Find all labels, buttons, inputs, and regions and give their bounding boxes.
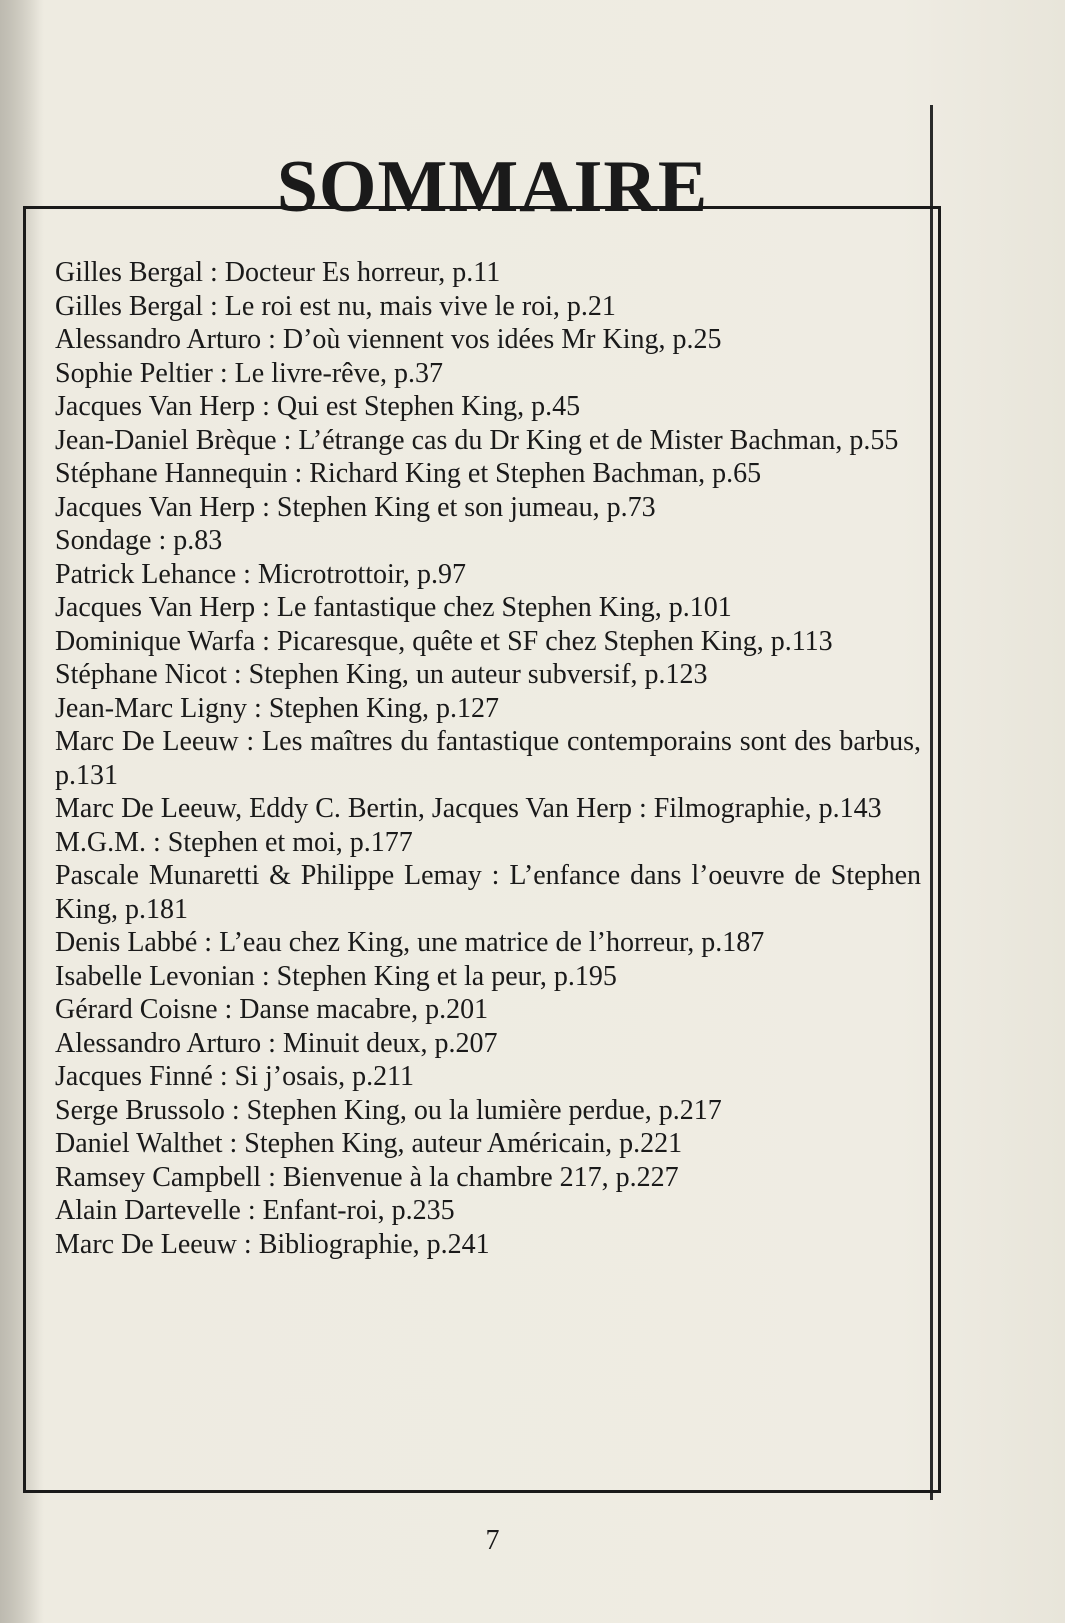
entry-author: Alessandro Arturo: [55, 324, 262, 355]
contents-entry: [55, 692, 921, 726]
entry-title: Richard King et Stephen Bachman, p.65: [309, 458, 762, 489]
entry-separator: :: [261, 1161, 283, 1193]
entry-title: Stephen King, auteur Américain, p.221: [244, 1128, 683, 1159]
contents-list: [55, 256, 921, 1261]
entry-separator: :: [146, 826, 168, 858]
contents-entry: [55, 725, 921, 792]
entry-author: Denis Labbé: [55, 927, 198, 958]
page-title: SOMMAIRE: [276, 145, 709, 228]
contents-entry: [55, 1027, 921, 1061]
entry-separator: :: [261, 1027, 283, 1059]
entry-author: Alain Dartevelle: [55, 1195, 241, 1226]
entry-title: L’enfance dans l’oeuvre de Stephen King, p.181: [55, 860, 922, 925]
entry-separator: :: [238, 726, 263, 757]
entry-separator: :: [222, 1128, 245, 1159]
contents-entry: [55, 256, 921, 290]
contents-entry: [55, 457, 921, 491]
contents-entry: [55, 859, 921, 926]
entry-author: Alessandro Arturo: [55, 1027, 262, 1059]
entry-separator: :: [631, 793, 654, 824]
entry-separator: :: [481, 860, 510, 891]
entry-separator: :: [254, 960, 277, 992]
entry-separator: :: [217, 994, 240, 1025]
entry-title: Filmographie, p.143: [653, 793, 882, 824]
entry-separator: :: [151, 525, 174, 556]
entry-author: Gilles Bergal: [55, 257, 204, 288]
contents-entry: [55, 323, 921, 357]
entry-author: Stéphane Nicot: [55, 659, 227, 690]
entry-separator: :: [276, 424, 299, 456]
entry-author: Jacques Van Herp: [55, 491, 256, 523]
entry-title: Docteur Es horreur, p.11: [224, 257, 501, 288]
entry-separator: :: [224, 1094, 247, 1126]
entry-title: Stephen King, ou la lumière perdue, p.217: [246, 1094, 722, 1126]
entry-title: Stephen King, un auteur subversif, p.123: [248, 659, 708, 690]
entry-title: Bienvenue à la chambre 217, p.227: [282, 1161, 679, 1193]
entry-title: Stephen King et la peur, p.195: [276, 960, 617, 992]
contents-entry: [55, 1194, 921, 1228]
entry-separator: :: [212, 1061, 235, 1092]
entry-title: Le fantastique chez Stephen King, p.101: [276, 592, 732, 623]
entry-title: L’eau chez King, une matrice de l’horreur, p.187: [219, 927, 765, 958]
entry-author: Sondage: [55, 525, 152, 556]
contents-entry: [55, 993, 921, 1027]
page-number: 7: [485, 1525, 500, 1556]
entry-title: Le roi est nu, mais vive le roi, p.21: [224, 290, 616, 322]
entry-author: Gilles Bergal: [55, 290, 204, 322]
contents-entry: [55, 491, 921, 525]
entry-author: Pascale Munaretti & Philippe Lemay: [55, 860, 482, 891]
entry-separator: :: [247, 692, 269, 724]
entry-separator: :: [203, 290, 225, 322]
entry-author: Jean-Daniel Brèque: [55, 424, 277, 456]
contents-entry: [55, 926, 921, 960]
entry-author: Jacques Finné: [55, 1061, 213, 1092]
contents-entry: [55, 591, 921, 625]
entry-author: Stéphane Hannequin: [55, 458, 288, 489]
entry-author: Marc De Leeuw: [55, 726, 239, 757]
contents-entry: [55, 1060, 921, 1094]
entry-title: Les maîtres du fantastique contemporains sont des barbus, p.131: [55, 726, 922, 791]
entry-separator: :: [261, 324, 283, 355]
entry-separator: :: [255, 625, 277, 657]
contents-entry: [55, 658, 921, 692]
entry-separator: :: [240, 1195, 263, 1226]
entry-title: Picaresque, quête et SF chez Stephen King, p.113: [276, 625, 833, 657]
entry-separator: :: [255, 391, 277, 422]
entry-author: Daniel Walthet: [55, 1128, 223, 1159]
contents-entry: [55, 357, 921, 391]
entry-title: Stephen et moi, p.177: [167, 826, 413, 858]
entry-author: Gérard Coisne: [55, 994, 218, 1025]
contents-entry: [55, 792, 921, 826]
entry-author: Jacques Van Herp: [55, 391, 256, 422]
entry-separator: :: [287, 458, 310, 489]
entry-author: Marc De Leeuw, Eddy C. Bertin, Jacques Van Herp: [55, 793, 632, 824]
entry-author: Sophie Peltier: [55, 357, 213, 389]
entry-title: Qui est Stephen King, p.45: [276, 391, 581, 422]
contents-entry: [55, 1161, 921, 1195]
entry-author: Serge Brussolo: [55, 1094, 225, 1126]
entry-separator: :: [226, 659, 249, 690]
entry-title: Stephen King, p.127: [268, 692, 500, 724]
contents-entry: [55, 524, 921, 558]
entry-author: Marc De Leeuw: [55, 1228, 237, 1260]
entry-author: Isabelle Levonian: [55, 960, 255, 992]
entry-author: Jean-Marc Ligny: [55, 692, 248, 724]
entry-author: M.G.M.: [55, 826, 147, 858]
contents-entry: [55, 960, 921, 994]
entry-title: Minuit deux, p.207: [282, 1027, 498, 1059]
entry-title: Danse macabre, p.201: [239, 994, 489, 1025]
entry-title: D’où viennent vos idées Mr King, p.25: [282, 324, 722, 355]
entry-title: Bibliographie, p.241: [258, 1228, 490, 1260]
contents-entry: [55, 1228, 921, 1262]
contents-entry: [55, 424, 921, 458]
entry-separator: :: [255, 491, 277, 523]
entry-separator: :: [212, 357, 235, 389]
contents-entry: [55, 390, 921, 424]
contents-entry: [55, 625, 921, 659]
entry-author: Patrick Lehance: [55, 558, 237, 590]
contents-entry: [55, 1127, 921, 1161]
entry-title: Si j’osais, p.211: [234, 1061, 415, 1092]
entry-title: p.83: [173, 525, 223, 556]
entry-separator: :: [255, 592, 277, 623]
contents-entry: [55, 290, 921, 324]
entry-title: Enfant-roi, p.235: [262, 1195, 455, 1226]
entry-title: Le livre-rêve, p.37: [234, 357, 444, 389]
entry-title: Microtrottoir, p.97: [257, 558, 466, 590]
entry-title: Stephen King et son jumeau, p.73: [276, 491, 656, 523]
contents-entry: [55, 826, 921, 860]
entry-author: Jacques Van Herp: [55, 592, 256, 623]
contents-entry: [55, 558, 921, 592]
entry-author: Dominique Warfa: [55, 625, 256, 657]
entry-title: L’étrange cas du Dr King et de Mister Bachman, p.55: [298, 424, 899, 456]
contents-entry: [55, 1094, 921, 1128]
entry-author: Ramsey Campbell: [55, 1161, 262, 1193]
entry-separator: :: [236, 1228, 259, 1260]
entry-separator: :: [236, 558, 258, 590]
entry-separator: :: [203, 257, 225, 288]
entry-separator: :: [197, 927, 220, 958]
